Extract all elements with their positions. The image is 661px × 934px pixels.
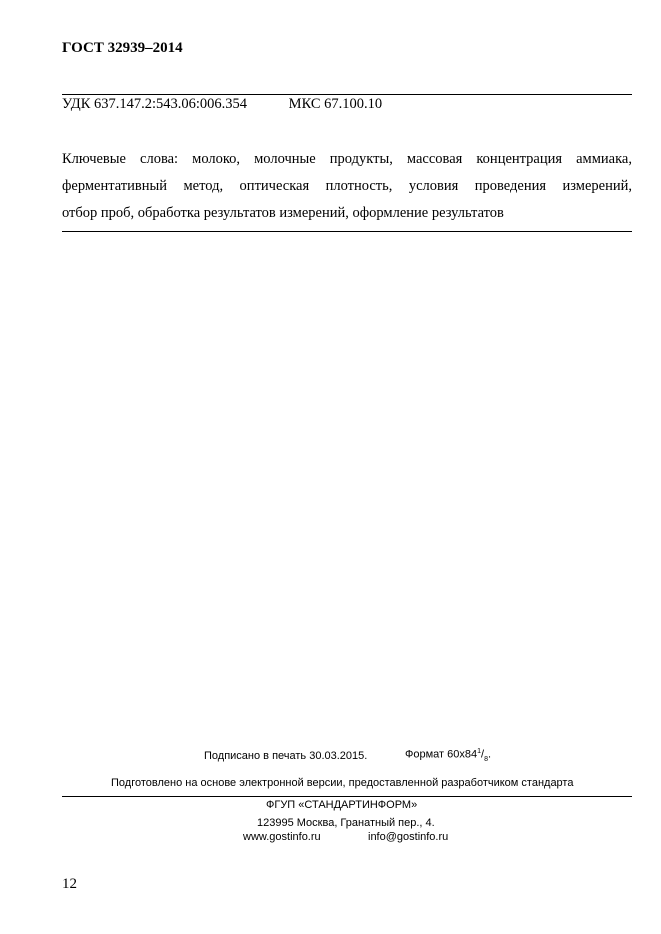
signed-date: Подписано в печать 30.03.2015. bbox=[204, 750, 368, 762]
print-format: Формат $60х84^1/_8$. bbox=[405, 748, 492, 763]
keywords-block bbox=[62, 146, 632, 227]
print-format-numerator: 1 bbox=[477, 748, 482, 755]
page-number: 12 bbox=[62, 876, 77, 892]
standard-designation: ГОСТ 32939–2014 bbox=[62, 40, 183, 56]
header-rule bbox=[62, 94, 632, 95]
keywords-line: отбор проб, обработка результатов измерений, оформление результатов bbox=[62, 205, 504, 221]
classification-row bbox=[62, 96, 382, 113]
print-format-label: Формат 60х84 bbox=[405, 748, 478, 761]
prepared-note: Подготовлено на основе электронной версии, предоставленной разработчиком стандарта bbox=[111, 777, 574, 789]
keywords-rule bbox=[62, 231, 632, 232]
publisher-address: 123995 Москва, Гранатный пер., 4. bbox=[257, 817, 435, 829]
keywords-line: Ключевые слова: молоко, молочные продукты, массовая концентрация аммиака, bbox=[62, 151, 632, 167]
udk-code: УДК 637.147.2:543.06:006.354 bbox=[62, 96, 248, 112]
mks-code: МКС 67.100.10 bbox=[288, 96, 383, 112]
publisher-email: info@gostinfo.ru bbox=[368, 831, 449, 843]
publisher-website: www.gostinfo.ru bbox=[243, 831, 321, 843]
imprint-rule bbox=[62, 796, 632, 797]
print-format-denominator: 8 bbox=[484, 755, 488, 763]
publisher-name: ФГУП «СТАНДАРТИНФОРМ» bbox=[266, 799, 418, 811]
keywords-line: ферментативный метод, оптическая плотность, условия проведения измерений, bbox=[62, 178, 632, 194]
print-format-end: . bbox=[487, 748, 492, 761]
